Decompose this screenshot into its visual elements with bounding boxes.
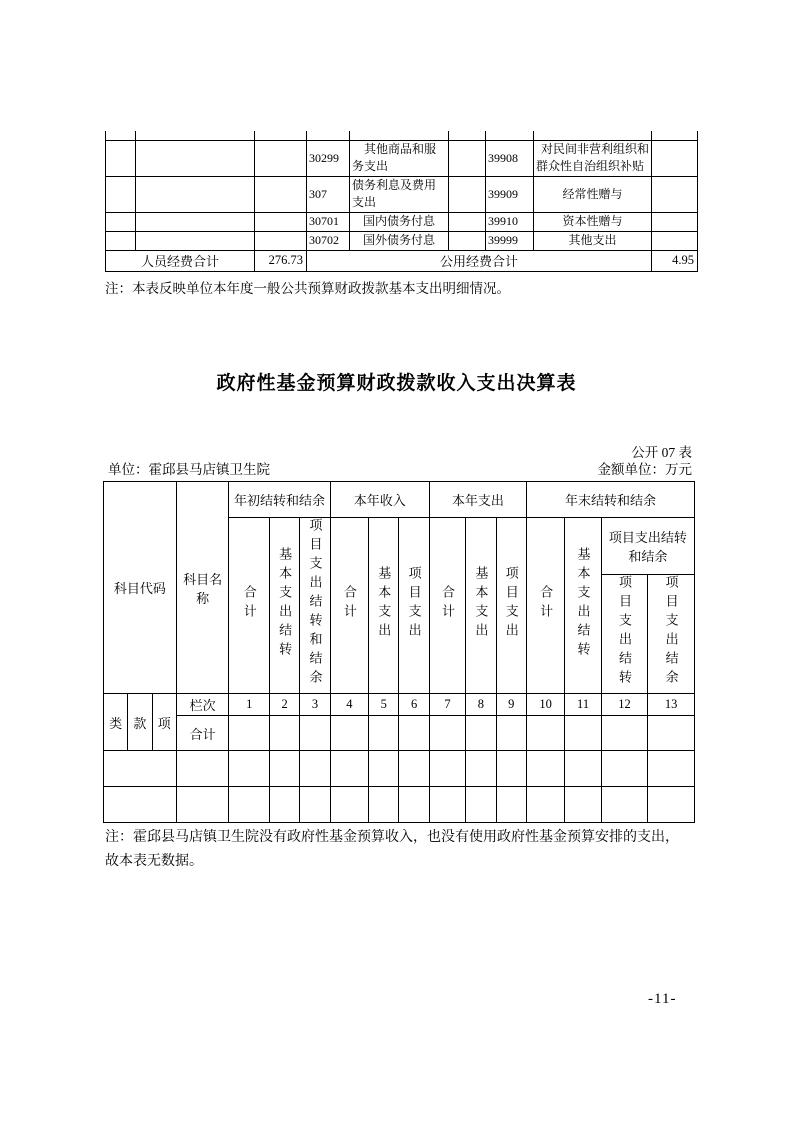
- value-cell: [652, 212, 698, 231]
- column-number: 5: [369, 694, 399, 716]
- value-cell: [399, 787, 429, 823]
- empty-cell: [176, 787, 229, 823]
- empty-cell: [136, 212, 255, 231]
- value-cell: [526, 751, 564, 787]
- column-number: 2: [269, 694, 299, 716]
- value-cell: [526, 716, 564, 751]
- subject-code-cell: 39909: [486, 176, 534, 212]
- value-cell: [496, 787, 526, 823]
- column-header: 项目支出结转: [601, 575, 648, 694]
- column-header: 合计: [429, 518, 465, 694]
- column-header: 基本支出: [369, 518, 399, 694]
- empty-cell: [255, 131, 307, 140]
- empty-cell: [136, 176, 255, 212]
- subject-code-cell: 30299: [307, 140, 350, 176]
- column-number: 1: [229, 694, 269, 716]
- page-number: -11-: [648, 991, 677, 1007]
- fund-table-note: 注：霍邱县马店镇卫生院没有政府性基金预算收入，也没有使用政府性基金预算安排的支出，故本表无数据。: [105, 830, 679, 869]
- empty-cell: [652, 131, 698, 140]
- value-cell: [648, 787, 695, 823]
- value-cell: [565, 751, 601, 787]
- column-number: 13: [648, 694, 695, 716]
- subject-name-cell: 经常性赠与: [534, 176, 652, 212]
- value-cell: [526, 787, 564, 823]
- basic-expenditure-table-wrap: [105, 131, 697, 272]
- subject-name-cell: 国内债务付息: [350, 212, 449, 231]
- value-cell: [496, 751, 526, 787]
- value-cell: [565, 716, 601, 751]
- table-row: [106, 176, 698, 212]
- code-part-item: 项: [152, 694, 176, 751]
- value-cell: [449, 212, 486, 231]
- value-cell: [399, 716, 429, 751]
- table-row: [106, 231, 698, 250]
- empty-cell: [106, 176, 136, 212]
- empty-cell: [176, 751, 229, 787]
- table-row: [106, 140, 698, 176]
- value-cell: [229, 751, 269, 787]
- clipped-row: [106, 131, 698, 140]
- empty-cell: [534, 131, 652, 140]
- value-cell: [601, 751, 648, 787]
- value-cell: [652, 231, 698, 250]
- empty-cell: [350, 131, 449, 140]
- personnel-total-label: 人员经费合计: [106, 250, 255, 271]
- empty-cell: [136, 140, 255, 176]
- column-header: 基本支出: [466, 518, 496, 694]
- subject-code-cell: 30701: [307, 212, 350, 231]
- empty-cell: [106, 140, 136, 176]
- value-cell: [601, 787, 648, 823]
- column-number: 3: [300, 694, 330, 716]
- value-cell: [652, 140, 698, 176]
- value-cell: [369, 787, 399, 823]
- column-number: 10: [526, 694, 564, 716]
- group-header-opening-balance: 年初结转和结余: [229, 482, 330, 518]
- header-group-row: [104, 482, 695, 518]
- value-cell: [330, 751, 368, 787]
- value-cell: [601, 716, 648, 751]
- value-cell: [229, 716, 269, 751]
- value-cell: [269, 787, 299, 823]
- subject-name-header: 科目名称: [176, 482, 229, 694]
- empty-cell: [106, 212, 136, 231]
- column-header: 基本支出结转: [565, 518, 601, 694]
- public-total-value: 4.95: [652, 250, 698, 271]
- value-cell: [300, 716, 330, 751]
- lanci-label: 栏次: [176, 694, 229, 716]
- value-cell: [330, 716, 368, 751]
- group-header-year-income: 本年收入: [330, 482, 429, 518]
- value-cell: [399, 751, 429, 787]
- empty-cell: [136, 131, 255, 140]
- column-number: 12: [601, 694, 648, 716]
- fund-budget-table: [103, 481, 695, 823]
- code-part-category: 类: [104, 694, 128, 751]
- empty-cell: [255, 176, 307, 212]
- subject-name-cell: 国外债务付息: [350, 231, 449, 250]
- summary-row: [106, 250, 698, 271]
- basic-expenditure-table: [105, 131, 698, 272]
- empty-cell: [307, 131, 350, 140]
- column-number: 7: [429, 694, 465, 716]
- value-cell: [466, 751, 496, 787]
- empty-cell: [255, 212, 307, 231]
- value-cell: [449, 231, 486, 250]
- column-number: 4: [330, 694, 368, 716]
- column-header: 项目支出结转和结余: [300, 518, 330, 694]
- table-row: [106, 212, 698, 231]
- fund-table-wrap: [103, 481, 695, 823]
- empty-cell: [104, 751, 177, 787]
- subject-code-cell: 39910: [486, 212, 534, 231]
- column-header: 项目支出结余: [648, 575, 695, 694]
- value-cell: [466, 716, 496, 751]
- column-number: 8: [466, 694, 496, 716]
- column-number: 9: [496, 694, 526, 716]
- group-header-year-expenditure: 本年支出: [429, 482, 526, 518]
- code-part-section: 款: [128, 694, 152, 751]
- value-cell: [330, 787, 368, 823]
- column-header: 项目支出: [399, 518, 429, 694]
- sheet-number-label: 公开 07 表: [631, 445, 692, 460]
- amount-unit-label: 金额单位：万元: [597, 462, 692, 477]
- column-number-row: [104, 694, 695, 716]
- empty-cell: [106, 131, 136, 140]
- empty-cell: [255, 231, 307, 250]
- total-row-label: 合计: [176, 716, 229, 751]
- group-header-closing-balance: 年末结转和结余: [526, 482, 694, 518]
- subject-code-cell: 30702: [307, 231, 350, 250]
- empty-cell: [136, 231, 255, 250]
- value-cell: [429, 751, 465, 787]
- value-cell: [300, 787, 330, 823]
- subject-name-cell: 对民间非营利组织和群众性自治组织补贴: [534, 140, 652, 176]
- empty-data-row: [104, 751, 695, 787]
- value-cell: [229, 787, 269, 823]
- column-header: 项目支出: [496, 518, 526, 694]
- empty-cell: [449, 131, 486, 140]
- subject-code-header: 科目代码: [104, 482, 177, 694]
- column-number: 11: [565, 694, 601, 716]
- empty-cell: [486, 131, 534, 140]
- empty-cell: [255, 140, 307, 176]
- value-cell: [269, 751, 299, 787]
- value-cell: [449, 176, 486, 212]
- column-header: 基本支出结转: [269, 518, 299, 694]
- subject-code-cell: 39908: [486, 140, 534, 176]
- value-cell: [269, 716, 299, 751]
- value-cell: [648, 716, 695, 751]
- value-cell: [496, 716, 526, 751]
- unit-name-label: 单位：霍邱县马店镇卫生院: [108, 462, 270, 477]
- value-cell: [429, 716, 465, 751]
- value-cell: [466, 787, 496, 823]
- value-cell: [565, 787, 601, 823]
- basic-table-note: 注：本表反映单位本年度一般公共预算财政拨款基本支出明细情况。: [105, 281, 510, 296]
- value-cell: [449, 140, 486, 176]
- subject-name-cell: 资本性赠与: [534, 212, 652, 231]
- personnel-total-value: 276.73: [255, 250, 307, 271]
- column-header: 合计: [229, 518, 269, 694]
- empty-data-row: [104, 787, 695, 823]
- column-number: 6: [399, 694, 429, 716]
- page-title: 政府性基金预算财政拨款收入支出决算表: [216, 373, 577, 394]
- subject-name-cell: 其他商品和服务支出: [350, 140, 449, 176]
- public-total-label: 公用经费合计: [307, 250, 652, 271]
- subject-code-cell: 39999: [486, 231, 534, 250]
- sub-group-header-project-balance: 项目支出结转和结余: [601, 518, 694, 575]
- subject-code-cell: 307: [307, 176, 350, 212]
- empty-cell: [106, 231, 136, 250]
- column-header: 合计: [526, 518, 564, 694]
- value-cell: [300, 751, 330, 787]
- total-row: [104, 716, 695, 751]
- value-cell: [369, 751, 399, 787]
- empty-cell: [104, 787, 177, 823]
- column-header: 合计: [330, 518, 368, 694]
- value-cell: [648, 751, 695, 787]
- subject-name-cell: 债务利息及费用支出: [350, 176, 449, 212]
- subject-name-cell: 其他支出: [534, 231, 652, 250]
- value-cell: [652, 176, 698, 212]
- value-cell: [429, 787, 465, 823]
- value-cell: [369, 716, 399, 751]
